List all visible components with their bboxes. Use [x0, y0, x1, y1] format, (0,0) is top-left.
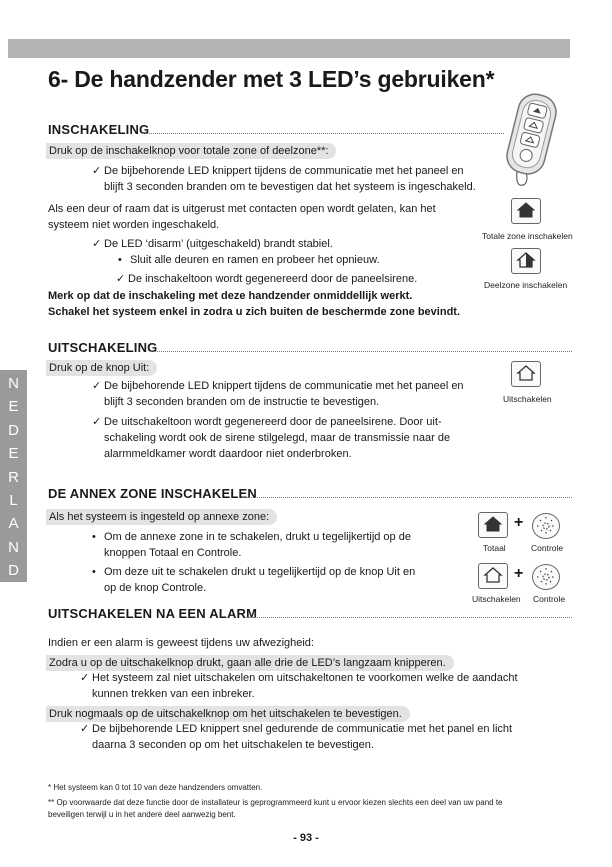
- total-arm-button: [511, 198, 541, 224]
- check-icon: ✓: [80, 723, 90, 735]
- remote-control-icon: [496, 86, 566, 196]
- check-item: ✓ De bijbehorende LED knippert tijdens de communicatie met het paneel en blijft 3 seconden branden om te bevestigen dat het systeem is ingeschakeld.: [92, 165, 476, 193]
- control-button: [532, 513, 560, 539]
- check-icon: ✓: [92, 165, 102, 177]
- language-side-tab: N E D E R L A N D S: [0, 370, 27, 582]
- section-heading-annex: DE ANNEX ZONE INSCHAKELEN: [48, 486, 257, 501]
- disarm-button: [478, 563, 508, 589]
- page-title: 6- De handzender met 3 LED’s gebruiken*: [48, 66, 495, 92]
- house-outline-icon: [482, 566, 504, 584]
- plus-sign: +: [514, 514, 524, 531]
- check-item: ✓ De uitschakeltoon wordt gegenereerd door de paneelsirene. Door uit- schakeling wordt ook de sirene stilgelegd, maar de transmissie naar de alarmmeldkamer wordt daardoor niet onderbroken.: [92, 416, 451, 460]
- page-number: - 93 -: [293, 832, 319, 844]
- caption-total-arm: Totale zone inschakelen: [482, 231, 573, 241]
- footnote: ** Op voorwaarde dat deze functie door de installateur is geprogrammeerd kunt u ervoor kiezen slechts een deel van uw pand te beveiligen terwijl u in het andere deel aanwezig bent.: [48, 798, 503, 819]
- section-divider: [246, 617, 572, 618]
- bullet-item: • Sluit alle deuren en ramen en probeer het opnieuw.: [118, 254, 380, 266]
- house-full-icon: [515, 201, 537, 219]
- caption-totaal: Totaal: [483, 543, 506, 553]
- partial-arm-button: [511, 248, 541, 274]
- house-outline-icon: [515, 364, 537, 382]
- plus-sign: +: [514, 565, 524, 582]
- footnote: * Het systeem kan 0 tot 10 van deze handzenders omvatten.: [48, 783, 263, 792]
- caption-disarm: Uitschakelen: [503, 394, 552, 404]
- section-heading-inschakeling: INSCHAKELING: [48, 122, 150, 137]
- bullet-item: • Om deze uit te schakelen drukt u tegelijkertijd op de knop Uit en op de knop Controle.: [92, 566, 416, 594]
- caption-controle: Controle: [531, 543, 564, 553]
- sun-dotted-icon: [534, 515, 558, 537]
- warning-text: Merk op dat de inschakeling met deze handzender onmiddellijk werkt. Schakel het systeem enkel in zodra u zich buiten de beschermde zone bevindt.: [48, 290, 461, 318]
- bullet-icon: •: [118, 254, 122, 266]
- check-icon: ✓: [116, 273, 126, 285]
- check-item: ✓ De inschakeltoon wordt gegenereerd door de paneelsirene.: [116, 273, 418, 285]
- total-arm-button: [478, 512, 508, 538]
- paragraph: Indien er een alarm is geweest tijdens uw afwezigheid:: [48, 637, 314, 649]
- instruction-pill: Druk op de inschakelknop voor totale zone of deelzone**:: [46, 143, 336, 159]
- check-item: ✓ De LED ‘disarm’ (uitgeschakeld) brandt stabiel.: [92, 238, 333, 250]
- instruction-pill: Druk op de knop Uit:: [46, 360, 157, 376]
- control-button: [532, 564, 560, 590]
- caption-uitschakelen: Uitschakelen: [472, 594, 521, 604]
- paragraph: Als een deur of raam dat is uitgerust met contacten open wordt gelaten, kan het systeem niet worden ingeschakeld.: [48, 203, 436, 231]
- check-icon: ✓: [92, 380, 102, 392]
- disarm-button: [511, 361, 541, 387]
- section-heading-alarm: UITSCHAKELEN NA EEN ALARM: [48, 606, 258, 621]
- top-bar: [8, 39, 570, 58]
- check-icon: ✓: [92, 416, 102, 428]
- bullet-icon: •: [92, 531, 96, 543]
- house-full-icon: [482, 515, 504, 533]
- bullet-icon: •: [92, 566, 96, 578]
- house-partial-icon: [515, 251, 537, 269]
- check-item: ✓ Het systeem zal niet uitschakelen om uitschakeltonen te voorkomen welke de aandacht kunnen trekken van een inbreker.: [80, 672, 518, 700]
- caption-controle: Controle: [533, 594, 566, 604]
- section-heading-uitschakeling: UITSCHAKELING: [48, 340, 158, 355]
- instruction-pill: Zodra u op de uitschakelknop drukt, gaan alle drie de LED’s langzaam knipperen.: [46, 655, 454, 671]
- section-divider: [242, 497, 572, 498]
- check-icon: ✓: [92, 238, 102, 250]
- instruction-pill: Als het systeem is ingesteld op annexe zone:: [46, 509, 277, 525]
- section-divider: [150, 351, 572, 352]
- sun-dotted-icon: [534, 566, 558, 588]
- bullet-item: • Om de annexe zone in te schakelen, drukt u tegelijkertijd op de knoppen Totaal en Controle.: [92, 531, 411, 559]
- check-item: ✓ De bijbehorende LED knippert snel gedurende de communicatie met het panel en licht daarna 3 seconden op om het uitschakelen te bevestigen.: [80, 723, 513, 751]
- instruction-pill: Druk nogmaals op de uitschakelknop om het uitschakelen te bevestigen.: [46, 706, 410, 722]
- caption-partial-arm: Deelzone inschakelen: [484, 280, 568, 290]
- check-item: ✓ De bijbehorende LED knippert tijdens de communicatie met het paneel en blijft 3 seconden branden om de instructie te bevestigen.: [92, 380, 464, 408]
- check-icon: ✓: [80, 672, 90, 684]
- section-divider: [142, 133, 504, 134]
